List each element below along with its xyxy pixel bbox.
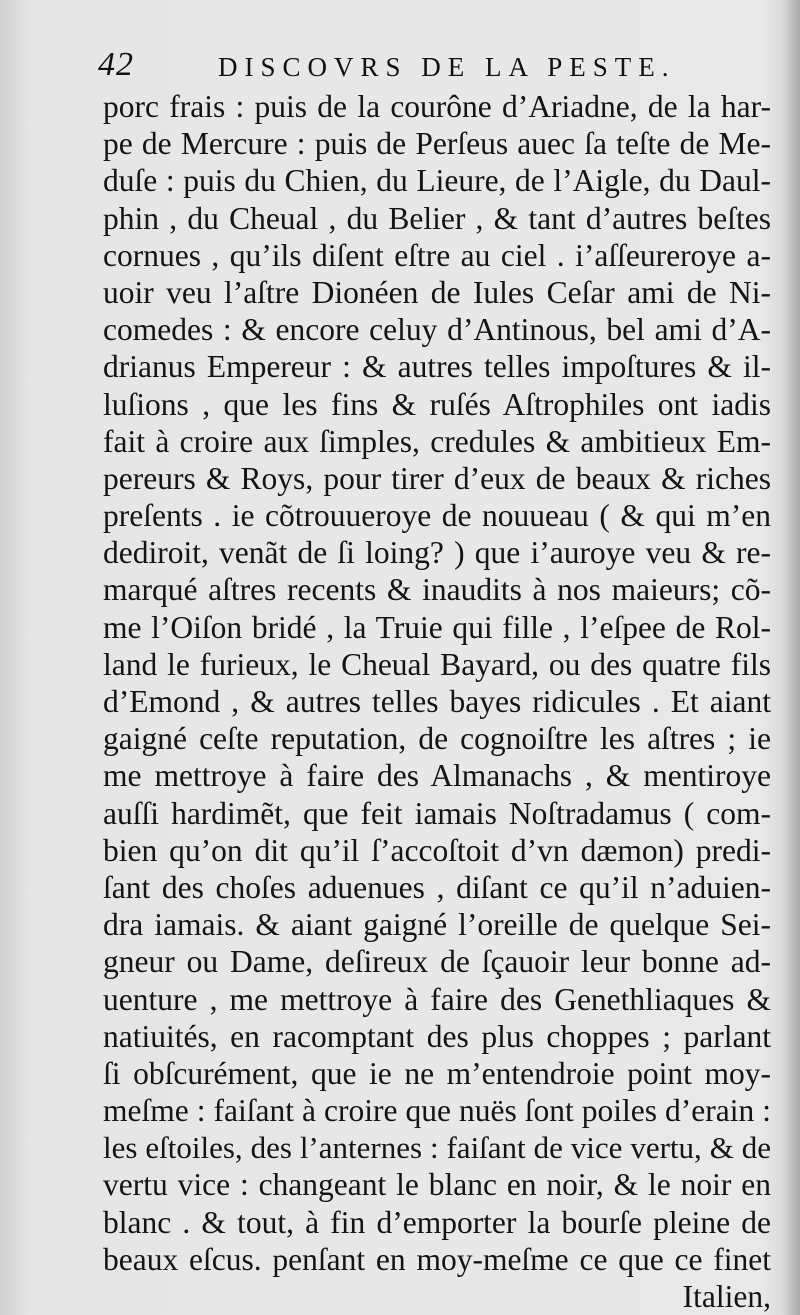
text-line: les eſtoiles, des l’anternes : faiſant de vice vertu, & de xyxy=(103,1130,771,1166)
text-line: gaigné ceſte reputation, de cognoiſtre les aſtres ; ie xyxy=(103,721,771,757)
text-line: marqué aſtres recents & inaudits à nos maieurs; cõ- xyxy=(103,572,771,608)
text-line: duſe : puis du Chien, du Lieure, de l’Aigle, du Daul- xyxy=(103,163,771,199)
text-line: cornues , qu’ils diſent eſtre au ciel . i’aſſeureroye a- xyxy=(103,237,771,273)
text-line: drianus Empereur : & autres telles impoſtures & il- xyxy=(103,349,771,385)
text-line: auſſi hardimẽt, que feit iamais Noſtradamus ( com- xyxy=(103,795,771,831)
text-line: vertu vice : changeant le blanc en noir, & le noir en xyxy=(103,1167,771,1203)
text-line: comedes : & encore celuy d’Antinous, bel ami d’A- xyxy=(103,312,771,348)
body-text xyxy=(103,88,771,1315)
running-head: DISCOVRS DE LA PESTE. xyxy=(218,52,676,82)
text-line: uenture , me mettroye à faire des Genethliaques & xyxy=(103,981,771,1017)
text-line: land le furieux, le Cheual Bayard, ou des quatre fils xyxy=(103,646,771,682)
text-line: me mettroye à faire des Almanachs , & mentiroye xyxy=(103,758,771,794)
text-line: gneur ou Dame, deſireux de ſçauoir leur bonne ad- xyxy=(103,944,771,980)
text-line: ſant des choſes aduenues , diſant ce qu’il n’aduien- xyxy=(103,869,771,905)
page-header xyxy=(98,44,778,88)
catchword: Italien, xyxy=(682,1279,771,1314)
text-line: pereurs & Roys, pour tirer d’eux de beaux & riches xyxy=(103,460,771,496)
text-line: phin , du Cheual , du Belier , & tant d’autres beſtes xyxy=(103,200,771,236)
text-line: pe de Mercure : puis de Perſeus auec ſa teſte de Me- xyxy=(103,126,771,162)
text-line: preſents . ie cõtrouueroye de nouueau ( & qui m’en xyxy=(103,498,771,534)
text-line: fait à croire aux ſimples, credules & ambitieux Em- xyxy=(103,423,771,459)
text-line: dediroit, venãt de ſi loing? ) que i’auroye veu & re- xyxy=(103,535,771,571)
text-line: dra iamais. & aiant gaigné l’oreille de quelque Sei- xyxy=(103,907,771,943)
text-line: luſions , que les fins & ruſés Aſtrophiles ont iadis xyxy=(103,386,771,422)
text-line: ſi obſcurément, que ie ne m’entendroie point moy- xyxy=(103,1055,771,1091)
text-line: bien qu’on dit qu’il ſ’accoſtoit d’vn dæmon) predi- xyxy=(103,832,771,868)
text-line: meſme : faiſant à croire que nuës ſont poiles d’erain : xyxy=(103,1093,771,1129)
text-line: d’Emond , & autres telles bayes ridicules . Et aiant xyxy=(103,684,771,719)
text-line: natiuités, en racomptant des plus choppes ; parlant xyxy=(103,1018,771,1054)
page-number: 42 xyxy=(98,46,134,83)
text-line: porc frais : puis de la courône d’Ariadne, de la har- xyxy=(103,89,771,124)
text-line: beaux eſcus. penſant en moy-meſme ce que ce finet xyxy=(103,1241,771,1277)
page-edge-shadow xyxy=(782,0,800,1315)
text-line: blanc . & tout, à fin d’emporter la bourſe pleine de xyxy=(103,1204,771,1240)
text-line: uoir veu l’aſtre Dionéen de Iules Ceſar ami de Ni- xyxy=(103,274,771,310)
text-line: me l’Oiſon bridé , la Truie qui fille , l’eſpee de Rol- xyxy=(103,609,771,645)
